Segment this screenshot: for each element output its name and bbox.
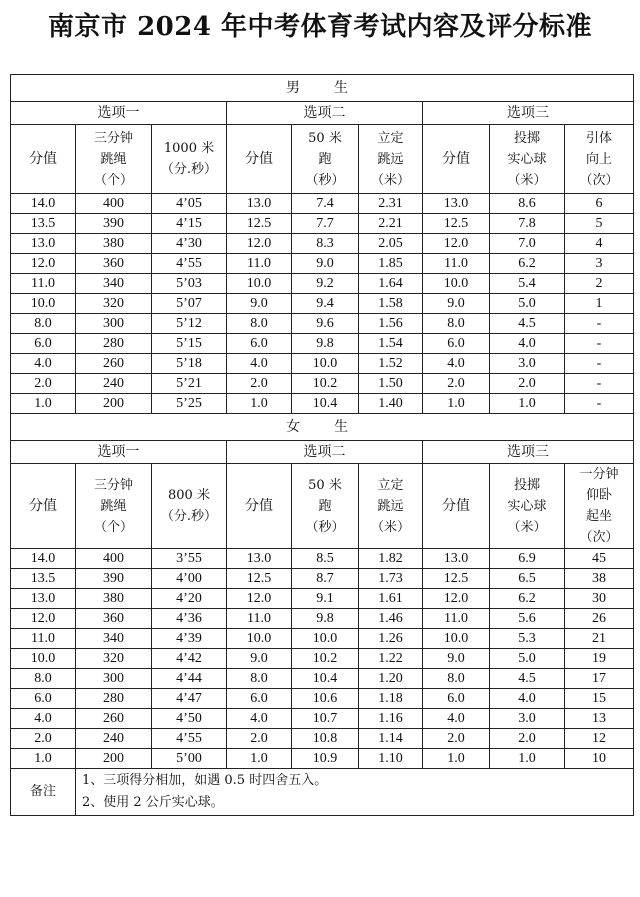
table-cell: 5.4 [490,274,565,294]
table-cell: 10.0 [292,354,359,374]
table-cell: 6.2 [490,254,565,274]
table-cell: 38 [565,569,634,589]
girls-section-title: 女 生 [11,414,634,441]
boys-column-header: 分值 [11,125,76,194]
table-cell: 4’44 [152,669,227,689]
scoring-table [10,74,634,816]
table-cell: 10.0 [227,274,292,294]
girls-table-row [11,589,634,609]
table-cell: 6.5 [490,569,565,589]
boys-column-header: 三分钟 跳绳 （个） [76,125,152,194]
table-cell: 11.0 [227,254,292,274]
boys-column-header: 50 米 跑 （秒） [292,125,359,194]
table-cell: 10.9 [292,749,359,769]
table-cell: 1.0 [227,394,292,414]
table-cell: 10.7 [292,709,359,729]
table-cell: 17 [565,669,634,689]
table-cell: 10.4 [292,669,359,689]
table-cell: 4’36 [152,609,227,629]
table-cell: 9.1 [292,589,359,609]
boys-column-header: 1000 米 （分.秒） [152,125,227,194]
table-cell: 4’05 [152,194,227,214]
table-cell: 4.0 [423,709,490,729]
table-cell: 400 [76,549,152,569]
table-cell: 1.61 [359,589,423,609]
girls-column-header: 50 米 跑 （秒） [292,464,359,549]
table-cell: 21 [565,629,634,649]
table-cell: 12.0 [227,589,292,609]
table-cell: 6.0 [227,334,292,354]
table-cell: 15 [565,689,634,709]
boys-table-row [11,194,634,214]
table-cell: 10.4 [292,394,359,414]
table-cell: 10.0 [11,294,76,314]
table-cell: 4’55 [152,729,227,749]
table-cell: 1.46 [359,609,423,629]
table-cell: 4’39 [152,629,227,649]
table-cell: 6.0 [423,334,490,354]
table-cell: 260 [76,709,152,729]
table-cell: 12.5 [227,569,292,589]
table-cell: 12.0 [423,589,490,609]
table-cell: 380 [76,589,152,609]
table-cell: 2.0 [227,729,292,749]
table-cell: 10.0 [423,629,490,649]
table-cell: 5’03 [152,274,227,294]
boys-table-row [11,374,634,394]
table-cell: 1.18 [359,689,423,709]
table-cell: 6.0 [11,689,76,709]
table-cell: 4’47 [152,689,227,709]
table-cell: 7.8 [490,214,565,234]
note-line: 2、使用 2 公斤实心球。 [82,795,224,810]
table-cell: 400 [76,194,152,214]
boys-column-header: 引体 向上 （次） [565,125,634,194]
table-cell: 2 [565,274,634,294]
table-cell: 4’42 [152,649,227,669]
table-cell: - [565,314,634,334]
table-cell: 9.4 [292,294,359,314]
table-cell: 8.0 [227,669,292,689]
girls-column-header: 分值 [423,464,490,549]
table-cell: 10.0 [11,649,76,669]
table-cell: 5.0 [490,294,565,314]
table-cell: 8.0 [227,314,292,334]
scoring-table-container [10,74,633,816]
table-cell: 12.0 [11,254,76,274]
girls-column-header: 三分钟 跳绳 （个） [76,464,152,549]
table-cell: 5’15 [152,334,227,354]
scoring-table-body [11,75,634,816]
boys-column-header: 分值 [423,125,490,194]
table-cell: 9.0 [423,649,490,669]
table-cell: 4’15 [152,214,227,234]
table-cell: 10.0 [227,629,292,649]
table-cell: 390 [76,569,152,589]
table-cell: 12.5 [227,214,292,234]
table-cell: 4.0 [490,689,565,709]
table-cell: 280 [76,689,152,709]
table-cell: 4.0 [423,354,490,374]
table-cell: 1.50 [359,374,423,394]
table-cell: 19 [565,649,634,669]
table-cell: 5’18 [152,354,227,374]
table-cell: 4.5 [490,314,565,334]
note-line: 1、三项得分相加，如遇 0.5 时四舍五入。 [82,773,328,788]
table-cell: 240 [76,374,152,394]
table-cell: 6.2 [490,589,565,609]
table-cell: 5’25 [152,394,227,414]
table-cell: 1.0 [423,749,490,769]
table-cell: 5’12 [152,314,227,334]
table-cell: 8.0 [11,669,76,689]
table-cell: 11.0 [11,629,76,649]
table-cell: 14.0 [11,549,76,569]
table-cell: 9.0 [423,294,490,314]
table-cell: 320 [76,294,152,314]
table-cell: 6.9 [490,549,565,569]
girls-table-row [11,629,634,649]
table-cell: 1.0 [423,394,490,414]
table-cell: 13.0 [11,234,76,254]
table-cell: - [565,334,634,354]
table-cell: 8.6 [490,194,565,214]
table-cell: 380 [76,234,152,254]
table-cell: 1.10 [359,749,423,769]
table-cell: 4.0 [227,709,292,729]
table-cell: - [565,394,634,414]
table-cell: 8.7 [292,569,359,589]
notes-text [76,769,634,816]
girls-section-header [11,414,634,441]
table-cell: 1.64 [359,274,423,294]
table-cell: 10.0 [423,274,490,294]
table-cell: 1.0 [227,749,292,769]
table-cell: 4.0 [11,354,76,374]
table-cell: 13.0 [227,194,292,214]
table-cell: 10.6 [292,689,359,709]
table-cell: 2.31 [359,194,423,214]
boys-table-row [11,334,634,354]
table-cell: 12.0 [423,234,490,254]
table-cell: 26 [565,609,634,629]
table-cell: 8.5 [292,549,359,569]
notes-label: 备注 [11,769,76,816]
table-cell: 320 [76,649,152,669]
table-cell: 300 [76,314,152,334]
table-cell: 10.8 [292,729,359,749]
table-cell: 1.0 [490,394,565,414]
table-cell: 240 [76,729,152,749]
table-cell: 3 [565,254,634,274]
table-cell: 12.0 [11,609,76,629]
table-cell: 2.0 [490,374,565,394]
page-title: 南京市 2024 年中考体育考试内容及评分标准 [48,12,592,42]
table-cell: 9.8 [292,334,359,354]
boys-column-headers [11,125,634,194]
table-cell: 3’55 [152,549,227,569]
table-cell: 5.3 [490,629,565,649]
table-cell: 1.20 [359,669,423,689]
table-cell: 13.0 [423,549,490,569]
boys-table-row [11,274,634,294]
table-cell: 9.2 [292,274,359,294]
table-cell: 2.0 [11,374,76,394]
table-cell: 1.14 [359,729,423,749]
table-cell: 1.16 [359,709,423,729]
table-cell: 6.0 [11,334,76,354]
boys-section-header [11,75,634,102]
table-cell: 1 [565,294,634,314]
table-cell: 14.0 [11,194,76,214]
table-cell: 12.0 [227,234,292,254]
girls-option-2-header: 选项二 [227,441,423,464]
table-cell: 4’20 [152,589,227,609]
table-cell: 1.26 [359,629,423,649]
table-cell: 13 [565,709,634,729]
boys-table-row [11,354,634,374]
table-cell: 4.0 [11,709,76,729]
table-cell: 5.6 [490,609,565,629]
table-cell: 12.5 [423,569,490,589]
girls-option-1-header: 选项一 [11,441,227,464]
table-cell: 5’00 [152,749,227,769]
table-cell: 4.0 [227,354,292,374]
girls-column-header: 800 米 （分.秒） [152,464,227,549]
table-cell: 13.0 [227,549,292,569]
table-cell: 4’50 [152,709,227,729]
girls-column-header: 立定 跳远 （米） [359,464,423,549]
table-cell: 10.0 [292,629,359,649]
table-cell: 1.0 [11,394,76,414]
notes-row [11,769,634,816]
table-cell: 13.5 [11,214,76,234]
table-cell: 9.8 [292,609,359,629]
table-cell: 12.5 [423,214,490,234]
table-cell: 2.05 [359,234,423,254]
boys-table-row [11,294,634,314]
table-cell: 260 [76,354,152,374]
table-cell: 1.22 [359,649,423,669]
boys-option-3-header: 选项三 [423,102,634,125]
table-cell: 9.6 [292,314,359,334]
girls-table-row [11,549,634,569]
table-cell: 8.3 [292,234,359,254]
boys-column-header: 立定 跳远 （米） [359,125,423,194]
table-cell: 1.73 [359,569,423,589]
table-cell: 200 [76,394,152,414]
table-cell: 390 [76,214,152,234]
table-cell: 2.21 [359,214,423,234]
table-cell: 12 [565,729,634,749]
table-cell: 3.0 [490,709,565,729]
girls-table-row [11,569,634,589]
table-cell: 340 [76,274,152,294]
table-cell: 1.52 [359,354,423,374]
table-cell: 1.58 [359,294,423,314]
table-cell: 7.7 [292,214,359,234]
girls-table-row [11,649,634,669]
table-cell: 5 [565,214,634,234]
boys-table-row [11,314,634,334]
girls-option-3-header: 选项三 [423,441,634,464]
table-cell: 4.0 [490,334,565,354]
table-cell: 6.0 [227,689,292,709]
table-cell: 13.5 [11,569,76,589]
table-cell: 5.0 [490,649,565,669]
table-cell: 8.0 [11,314,76,334]
girls-table-row [11,729,634,749]
table-cell: 1.0 [490,749,565,769]
table-cell: - [565,374,634,394]
table-cell: 1.40 [359,394,423,414]
table-cell: 1.82 [359,549,423,569]
table-cell: 360 [76,609,152,629]
boys-option-groups [11,102,634,125]
boys-column-header: 投掷 实心球 （米） [490,125,565,194]
boys-table-row [11,214,634,234]
table-cell: 10.2 [292,649,359,669]
table-cell: 30 [565,589,634,609]
girls-option-groups [11,441,634,464]
table-cell: 360 [76,254,152,274]
table-cell: 1.85 [359,254,423,274]
table-cell: 2.0 [423,374,490,394]
girls-table-row [11,749,634,769]
boys-option-2-header: 选项二 [227,102,423,125]
table-cell: 8.0 [423,669,490,689]
table-cell: 1.56 [359,314,423,334]
table-cell: 45 [565,549,634,569]
table-cell: 5’07 [152,294,227,314]
table-cell: 2.0 [11,729,76,749]
boys-table-row [11,234,634,254]
girls-table-row [11,669,634,689]
table-cell: 2.0 [423,729,490,749]
table-cell: 11.0 [423,254,490,274]
table-cell: 11.0 [11,274,76,294]
girls-table-row [11,709,634,729]
table-cell: 9.0 [227,649,292,669]
table-cell: 3.0 [490,354,565,374]
boys-table-row [11,254,634,274]
table-cell: 4’55 [152,254,227,274]
table-cell: 13.0 [11,589,76,609]
table-cell: 340 [76,629,152,649]
table-cell: 4’00 [152,569,227,589]
table-cell: 300 [76,669,152,689]
boys-option-1-header: 选项一 [11,102,227,125]
girls-table-row [11,689,634,709]
girls-column-headers [11,464,634,549]
table-cell: 7.0 [490,234,565,254]
table-cell: 8.0 [423,314,490,334]
table-cell: 7.4 [292,194,359,214]
table-cell: 1.0 [11,749,76,769]
girls-column-header: 分值 [11,464,76,549]
table-cell: 4 [565,234,634,254]
table-cell: 4.5 [490,669,565,689]
table-cell: 280 [76,334,152,354]
table-cell: 200 [76,749,152,769]
girls-column-header: 投掷 实心球 （米） [490,464,565,549]
girls-table-row [11,609,634,629]
girls-column-header: 一分钟 仰卧 起坐 （次） [565,464,634,549]
table-cell: 1.54 [359,334,423,354]
girls-column-header: 分值 [227,464,292,549]
boys-column-header: 分值 [227,125,292,194]
table-cell: 10 [565,749,634,769]
table-cell: 2.0 [490,729,565,749]
table-cell: 6.0 [423,689,490,709]
table-cell: 6 [565,194,634,214]
table-cell: 11.0 [423,609,490,629]
table-cell: 9.0 [227,294,292,314]
table-cell: 13.0 [423,194,490,214]
table-cell: 9.0 [292,254,359,274]
table-cell: 11.0 [227,609,292,629]
boys-section-title: 男 生 [11,75,634,102]
table-cell: 10.2 [292,374,359,394]
table-cell: 5’21 [152,374,227,394]
boys-table-row [11,394,634,414]
table-cell: - [565,354,634,374]
table-cell: 2.0 [227,374,292,394]
table-cell: 4’30 [152,234,227,254]
